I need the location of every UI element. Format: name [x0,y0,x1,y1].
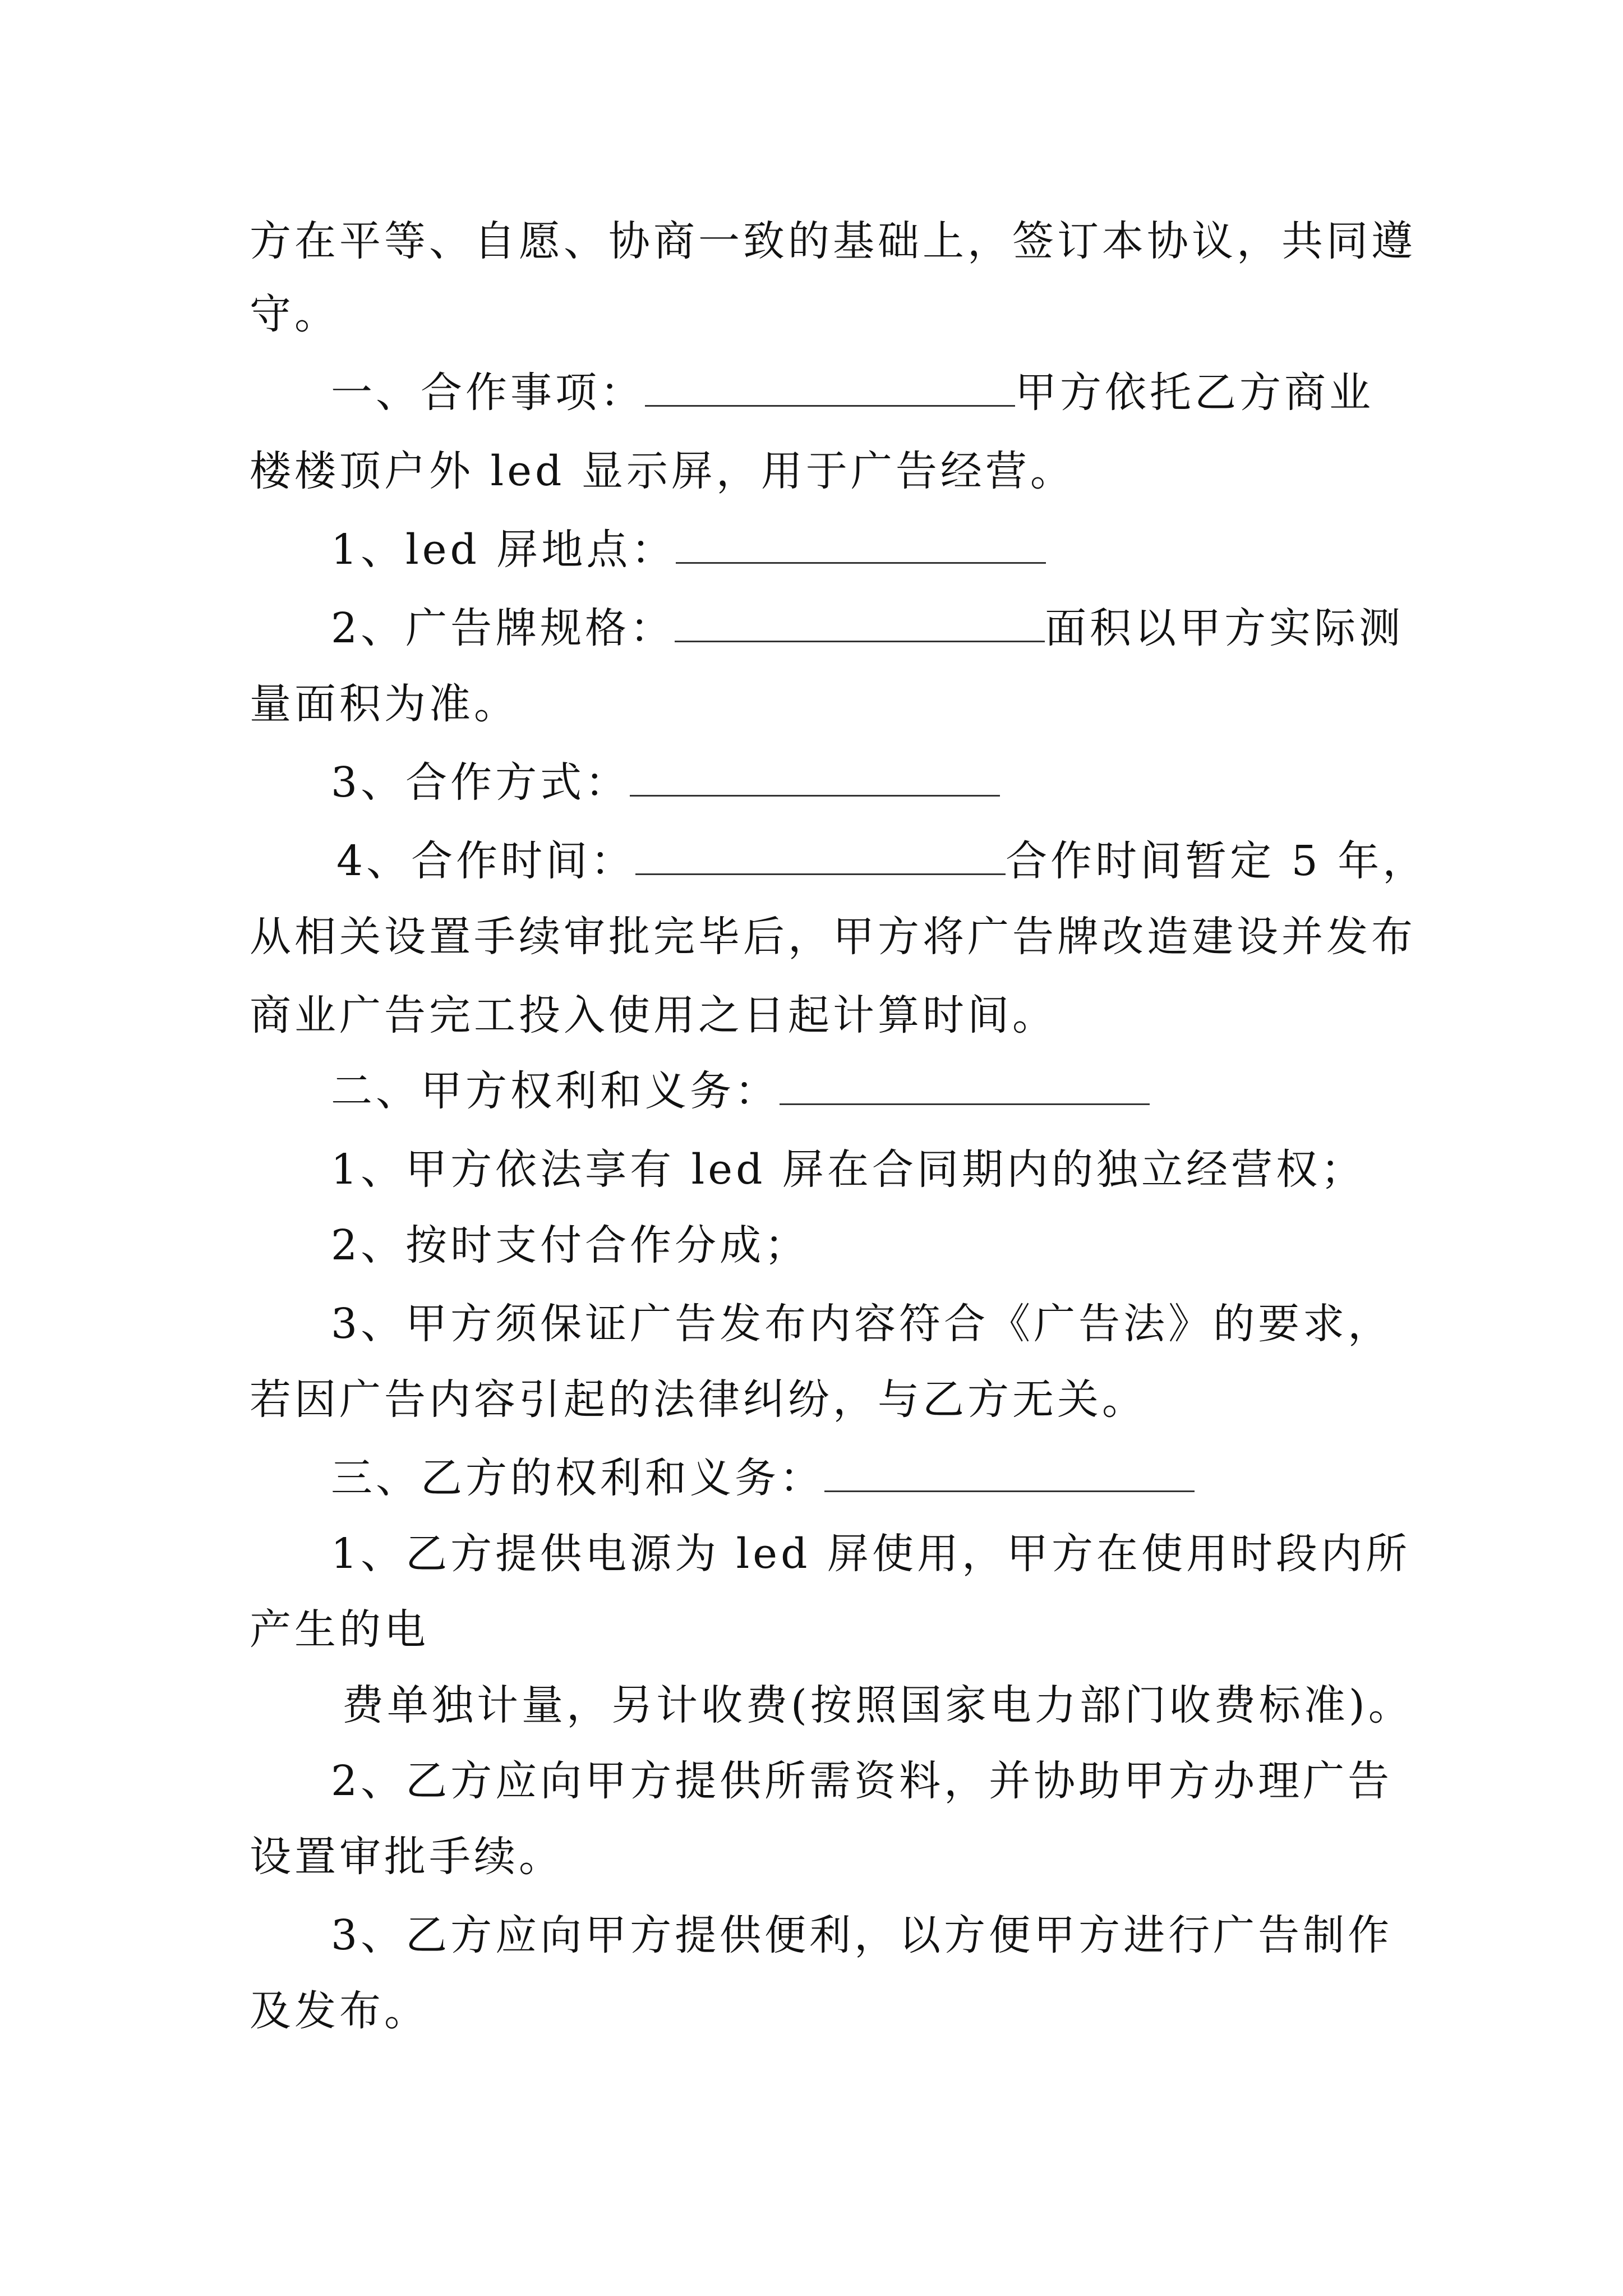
clause-line [331,365,1374,421]
text-line: 3、甲方须保证广告发布内容符合《广告法》的要求， [331,1300,1393,1348]
clause-label: 4、合作时间： [336,837,636,885]
fill-in-blank[interactable] [635,839,1006,875]
clause-text: 面积以甲方实际测 [1045,604,1404,652]
text-line: 2、乙方应向甲方提供所需资料，并协助甲方办理广告 [331,1757,1393,1805]
text-line: 及发布。 [250,1987,429,2035]
clause-label: 1、led 屏地点： [331,526,676,574]
clause-line [336,833,1427,889]
text-line: 设置审批手续。 [250,1833,564,1881]
fill-in-blank[interactable] [675,606,1045,642]
clause-label: 3、合作方式： [331,758,630,807]
text-line: 1、乙方提供电源为 led 屏使用，甲方在使用时段内所 [331,1530,1410,1578]
clause-line [331,600,1404,656]
clause-label: 2、广告牌规格： [331,604,675,652]
text-line: 1、甲方依法享有 led 屏在合同期内的独立经营权； [331,1145,1366,1194]
text-line: 产生的电 [250,1605,429,1654]
fill-in-blank[interactable] [630,760,1000,797]
text-line: 楼楼顶户外 led 显示屏，用于广告经营。 [250,447,1075,495]
clause-line [331,754,1000,811]
section-heading [331,1450,1195,1506]
clause-line [331,522,1046,578]
text-line: 从相关设置手续审批完毕后，甲方将广告牌改造建设并发布 [250,913,1416,961]
fill-in-blank[interactable] [676,527,1046,564]
clause-label: 一、合作事项： [331,369,645,417]
section-heading [331,1063,1150,1119]
section-label: 三、乙方的权利和义务： [331,1454,824,1502]
text-line: 商业广告完工投入使用之日起计算时间。 [250,991,1057,1039]
fill-in-blank[interactable] [780,1069,1150,1105]
text-line: 若因广告内容引起的法律纠纷，与乙方无关。 [250,1375,1147,1424]
clause-text: 合作时间暂定 5 年， [1006,837,1428,885]
text-line: 3、乙方应向甲方提供便利，以方便甲方进行广告制作 [331,1911,1393,1959]
fill-in-blank[interactable] [645,370,1015,407]
section-label: 二、甲方权利和义务： [331,1067,780,1115]
text-line: 方在平等、自愿、协商一致的基础上，签订本协议，共同遵 [250,217,1416,265]
clause-text: 甲方依托乙方商业 [1015,369,1374,417]
text-line: 守。 [250,290,339,338]
text-line: 2、按时支付合作分成； [331,1221,810,1269]
text-line: 量面积为准。 [250,680,519,728]
text-line: 费单独计量，另计收费(按照国家电力部门收费标准)。 [342,1681,1413,1729]
fill-in-blank[interactable] [824,1456,1195,1492]
